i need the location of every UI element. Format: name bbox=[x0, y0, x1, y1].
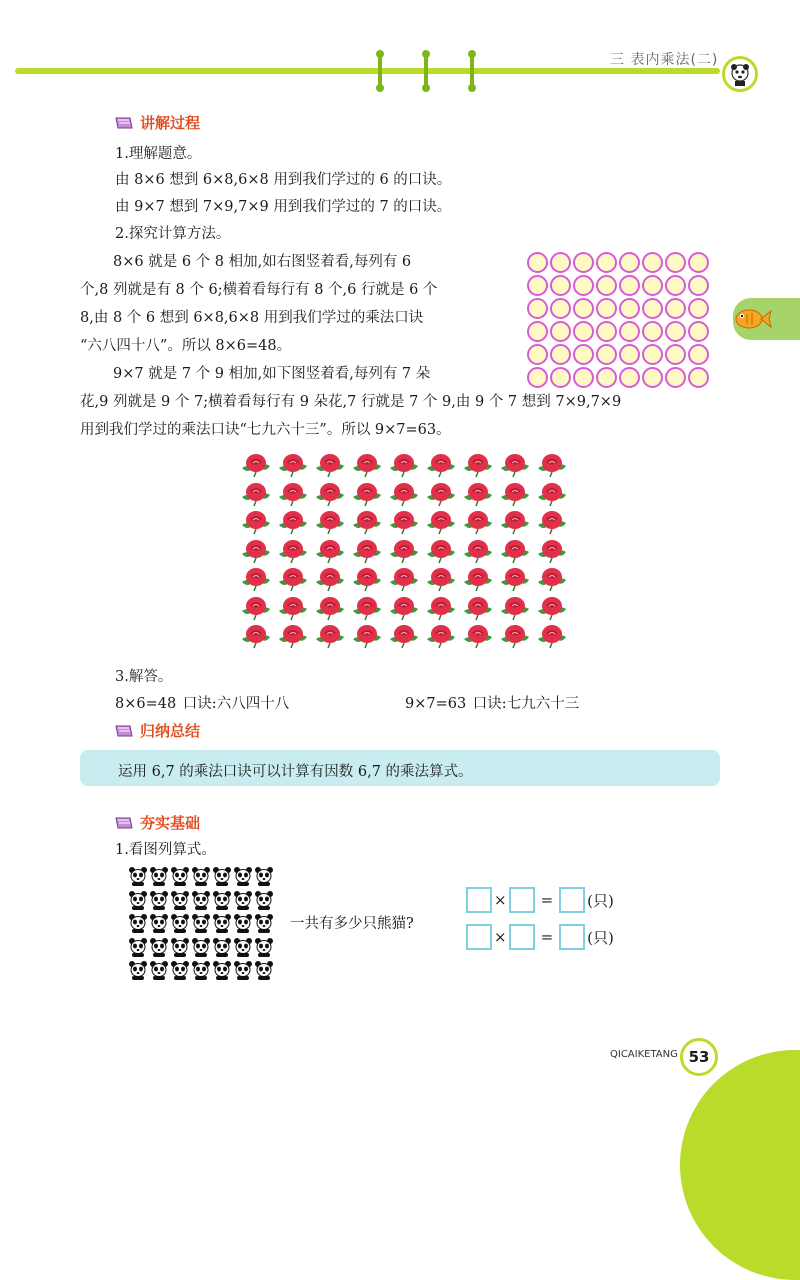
rose-icon bbox=[423, 507, 459, 535]
chapter-title: 三 表内乘法(二) bbox=[610, 52, 719, 68]
rose-icon bbox=[386, 479, 422, 507]
rose-icon bbox=[275, 479, 311, 507]
section-title-text: 讲解过程 bbox=[140, 114, 201, 132]
circle-dot bbox=[550, 344, 571, 365]
rose-icon bbox=[275, 593, 311, 621]
paragraph-line: 8×6 就是 6 个 8 相加,如右图竖着看,每列有 6 bbox=[113, 254, 412, 270]
panda-icon bbox=[212, 890, 232, 910]
rose-icon bbox=[460, 621, 496, 649]
panda-grid bbox=[128, 866, 275, 984]
circle-dot bbox=[527, 275, 548, 296]
panda-icon bbox=[128, 866, 148, 886]
circle-dot bbox=[619, 367, 640, 388]
circle-dot bbox=[688, 321, 709, 342]
rose-icon bbox=[349, 593, 385, 621]
panda-icon bbox=[191, 937, 211, 957]
rose-icon bbox=[275, 507, 311, 535]
panda-icon bbox=[128, 890, 148, 910]
circle-dot bbox=[550, 275, 571, 296]
corner-decoration bbox=[680, 1050, 800, 1280]
rose-grid bbox=[238, 450, 571, 650]
panda-icon bbox=[233, 866, 253, 886]
rose-icon bbox=[460, 507, 496, 535]
rose-icon bbox=[312, 593, 348, 621]
rose-icon bbox=[386, 536, 422, 564]
fish-icon bbox=[733, 304, 773, 334]
rose-icon bbox=[386, 593, 422, 621]
rose-icon bbox=[497, 564, 533, 592]
rose-icon bbox=[534, 450, 570, 478]
rose-icon bbox=[534, 593, 570, 621]
rose-icon bbox=[423, 593, 459, 621]
answer-2: 9×7=63 口诀:七九六十三 bbox=[405, 696, 580, 712]
panda-icon bbox=[191, 890, 211, 910]
circle-dot bbox=[550, 367, 571, 388]
paragraph-line: 8,由 8 个 6 想到 6×8,6×8 用到我们学过的乘法口诀 bbox=[80, 310, 424, 326]
circle-dot bbox=[527, 367, 548, 388]
times-sign: × bbox=[494, 891, 507, 909]
rose-icon bbox=[386, 621, 422, 649]
circle-dot bbox=[642, 298, 663, 319]
rose-icon bbox=[312, 536, 348, 564]
panda-icon bbox=[254, 960, 274, 980]
rose-icon bbox=[460, 593, 496, 621]
rose-icon bbox=[497, 450, 533, 478]
rose-icon bbox=[460, 479, 496, 507]
rose-icon bbox=[423, 479, 459, 507]
circle-dot bbox=[688, 367, 709, 388]
circle-dot bbox=[642, 367, 663, 388]
panda-icon bbox=[254, 913, 274, 933]
circle-dot bbox=[573, 298, 594, 319]
circle-dot bbox=[596, 298, 617, 319]
panda-icon bbox=[170, 913, 190, 933]
circle-dot bbox=[665, 275, 686, 296]
circle-dot bbox=[665, 367, 686, 388]
panda-icon bbox=[212, 866, 232, 886]
rose-icon bbox=[275, 450, 311, 478]
rose-icon bbox=[460, 536, 496, 564]
circle-dot bbox=[596, 321, 617, 342]
panda-icon bbox=[128, 913, 148, 933]
times-sign: × bbox=[494, 928, 507, 946]
rose-icon bbox=[238, 564, 274, 592]
circle-dot bbox=[688, 275, 709, 296]
binder-clip-icon bbox=[468, 52, 476, 90]
equals-sign: = bbox=[540, 891, 554, 909]
equation-row-1 bbox=[466, 887, 614, 913]
rose-icon bbox=[275, 564, 311, 592]
rose-icon bbox=[312, 564, 348, 592]
step-3: 3.解答。 bbox=[115, 669, 173, 685]
rose-icon bbox=[275, 536, 311, 564]
paragraph-line: “六八四十八”。所以 8×6=48。 bbox=[80, 338, 292, 354]
binder-clip-icon bbox=[422, 52, 430, 90]
paragraph-line: 由 9×7 想到 7×9,7×9 用到我们学过的 7 的口诀。 bbox=[115, 199, 452, 215]
panda-icon bbox=[233, 890, 253, 910]
circle-dot bbox=[527, 344, 548, 365]
panda-icon bbox=[254, 866, 274, 886]
step-1: 1.理解题意。 bbox=[115, 146, 202, 162]
panda-icon bbox=[128, 937, 148, 957]
rose-icon bbox=[534, 479, 570, 507]
rose-icon bbox=[349, 450, 385, 478]
rose-icon bbox=[312, 507, 348, 535]
panda-icon bbox=[149, 890, 169, 910]
rose-icon bbox=[312, 450, 348, 478]
rose-icon bbox=[423, 450, 459, 478]
page-number: 53 bbox=[680, 1038, 718, 1076]
panda-icon bbox=[149, 913, 169, 933]
equals-sign: = bbox=[540, 928, 554, 946]
section-title-text: 夯实基础 bbox=[140, 814, 201, 832]
rose-icon bbox=[349, 621, 385, 649]
circle-dot bbox=[550, 321, 571, 342]
paragraph-line: 用到我们学过的乘法口诀“七九六十三”。所以 9×7=63。 bbox=[80, 422, 451, 438]
exercise-question: 一共有多少只熊猫? bbox=[290, 916, 414, 932]
rose-icon bbox=[238, 507, 274, 535]
circle-dot bbox=[596, 344, 617, 365]
rose-icon bbox=[386, 450, 422, 478]
notebook-icon bbox=[114, 724, 134, 738]
circle-dot bbox=[688, 344, 709, 365]
panda-icon bbox=[212, 960, 232, 980]
section-title-explain bbox=[114, 112, 200, 133]
answer-box[interactable] bbox=[466, 887, 492, 913]
rose-icon bbox=[349, 536, 385, 564]
circle-dot bbox=[665, 344, 686, 365]
section-title-text: 归纳总结 bbox=[140, 722, 201, 740]
rose-icon bbox=[497, 593, 533, 621]
circle-dot bbox=[665, 252, 686, 273]
section-title-summary bbox=[114, 720, 200, 741]
panda-icon bbox=[233, 913, 253, 933]
rose-icon bbox=[349, 507, 385, 535]
panda-icon bbox=[254, 937, 274, 957]
rose-icon bbox=[423, 564, 459, 592]
answer-1: 8×6=48 口诀:六八四十八 bbox=[115, 696, 290, 712]
circle-dot bbox=[573, 275, 594, 296]
rose-icon bbox=[349, 479, 385, 507]
rose-icon bbox=[423, 536, 459, 564]
panda-icon bbox=[170, 866, 190, 886]
circle-dot bbox=[573, 367, 594, 388]
panda-icon bbox=[212, 937, 232, 957]
rose-icon bbox=[497, 479, 533, 507]
panda-icon bbox=[170, 960, 190, 980]
panda-icon bbox=[170, 890, 190, 910]
circle-dot bbox=[619, 298, 640, 319]
panda-icon bbox=[170, 937, 190, 957]
rose-icon bbox=[423, 621, 459, 649]
panda-icon bbox=[149, 937, 169, 957]
circle-dot bbox=[596, 252, 617, 273]
rose-icon bbox=[238, 621, 274, 649]
circle-dot bbox=[596, 275, 617, 296]
circle-dot bbox=[619, 252, 640, 273]
rose-icon bbox=[312, 479, 348, 507]
circle-dot bbox=[619, 321, 640, 342]
circle-dot bbox=[573, 252, 594, 273]
exercise-title: 1.看图列算式。 bbox=[115, 842, 216, 858]
panda-icon bbox=[149, 960, 169, 980]
circle-dot bbox=[527, 321, 548, 342]
circle-dot bbox=[527, 298, 548, 319]
rose-icon bbox=[460, 450, 496, 478]
panda-icon bbox=[212, 913, 232, 933]
brand-label: QICAIKETANG bbox=[610, 1049, 678, 1060]
paragraph-line: 花,9 列就是 9 个 7;横着看每行有 9 朵花,7 行就是 7 个 9,由 9 个 7 想到 7×9,7×9 bbox=[80, 394, 622, 410]
circle-dot bbox=[527, 252, 548, 273]
paragraph-line: 个,8 列就是有 8 个 6;横着看每行有 8 个,6 行就是 6 个 bbox=[80, 282, 438, 298]
panda-icon bbox=[191, 913, 211, 933]
panda-icon bbox=[149, 866, 169, 886]
panda-icon bbox=[191, 866, 211, 886]
answer-box[interactable] bbox=[466, 924, 492, 950]
rose-icon bbox=[238, 479, 274, 507]
side-tab bbox=[733, 298, 800, 340]
circle-dot bbox=[688, 252, 709, 273]
circle-dot bbox=[642, 344, 663, 365]
circle-dot bbox=[642, 252, 663, 273]
rose-icon bbox=[386, 564, 422, 592]
notebook-icon bbox=[114, 816, 134, 830]
rose-icon bbox=[534, 507, 570, 535]
circle-dot bbox=[642, 321, 663, 342]
rose-icon bbox=[497, 536, 533, 564]
rose-icon bbox=[386, 507, 422, 535]
rose-icon bbox=[312, 621, 348, 649]
section-title-basics bbox=[114, 812, 200, 833]
rose-icon bbox=[238, 593, 274, 621]
rose-icon bbox=[534, 564, 570, 592]
summary-text: 运用 6,7 的乘法口诀可以计算有因数 6,7 的乘法算式。 bbox=[118, 764, 473, 780]
notebook-icon bbox=[114, 116, 134, 130]
circle-dot bbox=[573, 321, 594, 342]
circle-dot bbox=[619, 344, 640, 365]
unit-label: (只) bbox=[587, 928, 614, 947]
circle-dot bbox=[665, 321, 686, 342]
panda-icon bbox=[254, 890, 274, 910]
rose-icon bbox=[238, 536, 274, 564]
rose-icon bbox=[460, 564, 496, 592]
step-2: 2.探究计算方法。 bbox=[115, 226, 231, 242]
panda-icon bbox=[191, 960, 211, 980]
circle-dot bbox=[688, 298, 709, 319]
circle-dot bbox=[665, 298, 686, 319]
rose-icon bbox=[497, 621, 533, 649]
panda-icon bbox=[128, 960, 148, 980]
rose-icon bbox=[497, 507, 533, 535]
rose-icon bbox=[238, 450, 274, 478]
rose-icon bbox=[534, 621, 570, 649]
circle-dot bbox=[573, 344, 594, 365]
rose-icon bbox=[349, 564, 385, 592]
circle-grid bbox=[527, 252, 710, 389]
circle-dot bbox=[596, 367, 617, 388]
answer-box[interactable] bbox=[509, 924, 535, 950]
answer-box[interactable] bbox=[509, 887, 535, 913]
mascot-icon bbox=[722, 56, 758, 92]
rose-icon bbox=[534, 536, 570, 564]
paragraph-line: 9×7 就是 7 个 9 相加,如下图竖着看,每列有 7 朵 bbox=[113, 366, 431, 382]
circle-dot bbox=[619, 275, 640, 296]
circle-dot bbox=[550, 298, 571, 319]
equation-row-2 bbox=[466, 924, 614, 950]
panda-icon bbox=[233, 937, 253, 957]
answer-box[interactable] bbox=[559, 887, 585, 913]
answer-box[interactable] bbox=[559, 924, 585, 950]
rose-icon bbox=[275, 621, 311, 649]
circle-dot bbox=[642, 275, 663, 296]
paragraph-line: 由 8×6 想到 6×8,6×8 用到我们学过的 6 的口诀。 bbox=[115, 172, 452, 188]
binder-clip-icon bbox=[376, 52, 384, 90]
panda-icon bbox=[233, 960, 253, 980]
unit-label: (只) bbox=[587, 891, 614, 910]
circle-dot bbox=[550, 252, 571, 273]
